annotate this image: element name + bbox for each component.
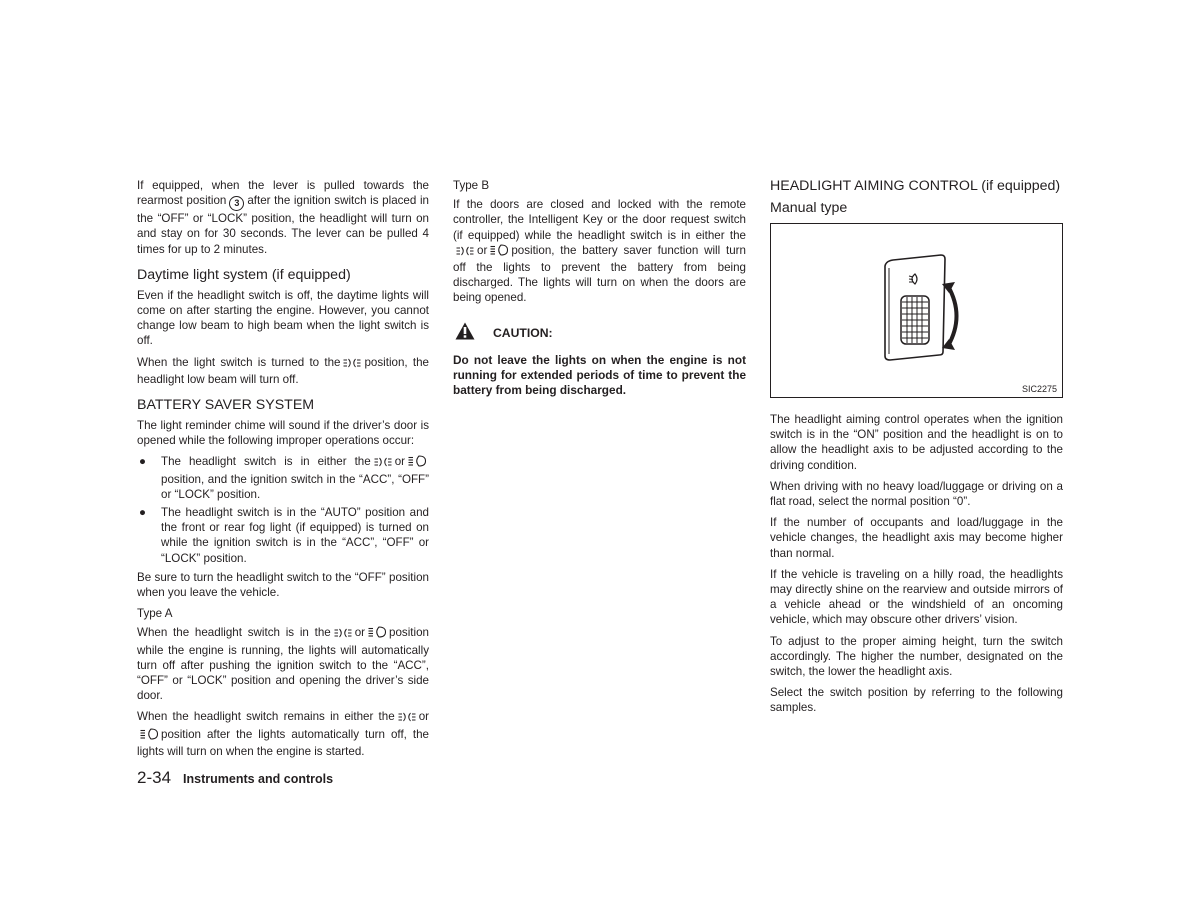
- intro-paragraph: If equipped, when the lever is pulled towards the rearmost position 3 after the ignition switch is placed in the “OFF” or “LOCK” position, the headlight will turn on and stay on for 30 seconds. The lever can be pulled 4 times for up to 2 minutes.: [137, 179, 429, 256]
- headlight-icon: [140, 728, 158, 744]
- aiming-paragraph-1: The headlight aiming control operates when the ignition switch is in the “ON” position and the headlight is on to allow the headlight axis to be adjusted according to the driving condition.: [770, 413, 1063, 472]
- parking-light-icon: [334, 627, 352, 642]
- be-sure-paragraph: Be sure to turn the headlight switch to the “OFF” position when you leave the vehicle.: [137, 570, 429, 600]
- manual-type-heading: Manual type: [770, 200, 848, 216]
- caution-title: CAUTION:: [493, 326, 553, 341]
- aiming-paragraph-5: To adjust to the proper aiming height, turn the switch accordingly. The higher the number, designated on the switch, the lower the headlight axis.: [770, 634, 1063, 679]
- position-3-badge: 3: [229, 196, 244, 211]
- aiming-paragraph-2: When driving with no heavy load/luggage or driving on a flat road, select the normal position “0”.: [770, 479, 1063, 509]
- headlight-icon: [368, 626, 386, 642]
- aiming-dial-illustration: [771, 224, 1062, 397]
- bullet: ●: [139, 506, 147, 520]
- type-a-paragraph-2: When the headlight switch remains in either the orposition after the lights automatically turn off, the lights will turn on when the engine is started.: [137, 710, 429, 758]
- headlight-icon: [408, 455, 426, 471]
- parking-light-icon: [343, 357, 361, 372]
- parking-light-icon: [374, 456, 392, 471]
- daytime-light-heading: Daytime light system (if equipped): [137, 266, 351, 283]
- battery-paragraph: The light reminder chime will sound if the driver’s door is opened while the following improper operations occur:: [137, 419, 429, 448]
- daytime-paragraph-1: Even if the headlight switch is off, the daytime lights will come on after starting the engine. However, you cannot change low beam to high beam when the light switch is off.: [137, 288, 429, 348]
- parking-light-icon: [456, 245, 474, 260]
- type-a-label: Type A: [137, 607, 173, 621]
- daytime-paragraph-2: When the light switch is turned to the position, the headlight low beam will turn off.: [137, 355, 429, 386]
- middle-column: [453, 178, 746, 404]
- headlight-icon: [490, 244, 508, 260]
- page-number: 2-34: [137, 768, 172, 787]
- type-b-label: Type B: [453, 179, 490, 192]
- left-column: [137, 178, 429, 765]
- section-title: Instruments and controls: [183, 772, 334, 786]
- warning-triangle-icon: [455, 322, 475, 345]
- bullet: ●: [139, 455, 147, 469]
- aiming-paragraph-4: If the vehicle is traveling on a hilly road, the headlights may directly shine on the rearview and outside mirrors of a vehicle ahead or the windshield of an oncoming vehicle, which may obscure other drivers’ vision.: [770, 567, 1063, 627]
- list-item: ● The headlight switch is in either the orposition, and the ignition switch in the “ACC”, “OFF” or “LOCK” position.: [139, 455, 429, 501]
- battery-saver-heading: BATTERY SAVER SYSTEM: [137, 397, 315, 414]
- list-item: ● The headlight switch is in the “AUTO” position and the front or rear fog light (if equipped) is turned on while the ignition switch is in the “ACC”, “OFF” or “LOCK” position.: [139, 506, 429, 565]
- aiming-paragraph-3: If the number of occupants and load/luggage in the vehicle changes, the headlight axis may become higher than normal.: [770, 516, 1063, 560]
- type-b-paragraph: If the doors are closed and locked with the remote controller, the Intelligent Key or the door request switch (if equipped) while the headlight switch is in either theor position, the battery saver function will turn off the lights to prevent the battery from being discharged. The lights will turn on when the doors are being opened.: [453, 198, 746, 305]
- caution-header: [455, 322, 746, 345]
- improper-operations-list: [137, 454, 429, 565]
- aiming-control-heading: HEADLIGHT AIMING CONTROL (if equipped): [770, 178, 1061, 194]
- caution-text: Do not leave the lights on when the engine is not running for extended periods of time to prevent the battery from being discharged.: [453, 352, 746, 398]
- right-column: [770, 178, 1063, 722]
- type-a-paragraph-1: When the headlight switch is in the or position while the engine is running, the lights will automatically turn off after pushing the ignition switch to the “ACC”, “OFF” or “LOCK” position and opening the driver’s side door.: [137, 626, 429, 703]
- figure-code: SIC2275: [1021, 384, 1057, 394]
- page-footer: [137, 768, 333, 788]
- parking-light-icon: [398, 711, 416, 726]
- aiming-paragraph-6: Select the switch position by referring to the following samples.: [770, 686, 1063, 715]
- aiming-control-figure: [770, 223, 1063, 398]
